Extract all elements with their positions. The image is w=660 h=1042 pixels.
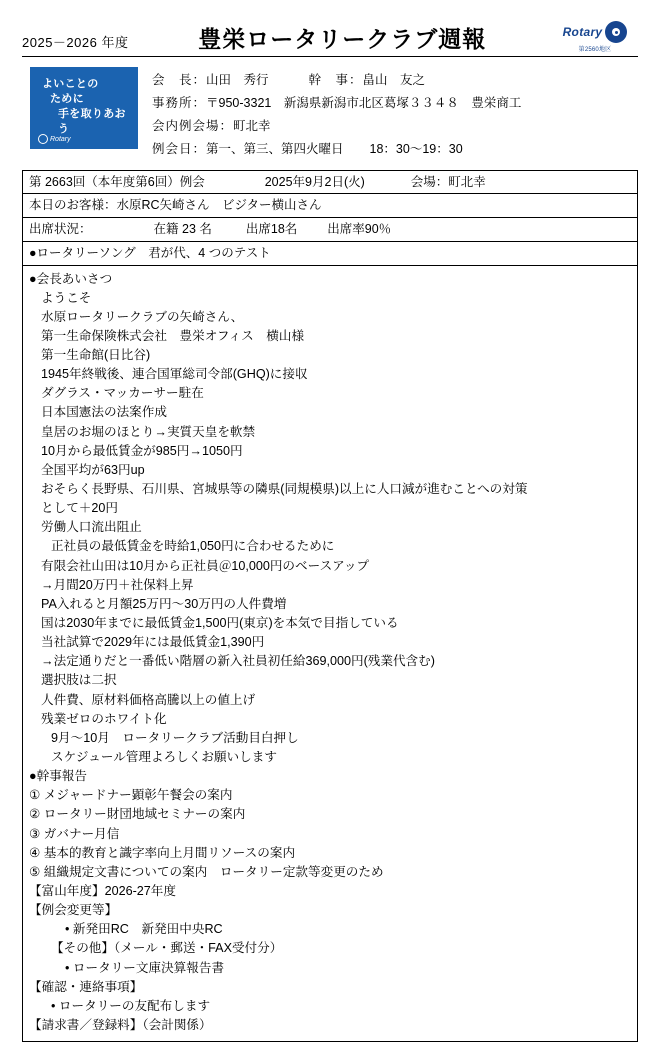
report-line: 当社試算で2029年には最低賃金1,390円 (29, 633, 631, 652)
president-label: 会 長： (152, 73, 206, 87)
report-line: ③ ガバナー月信 (29, 825, 631, 844)
report-line: ① メジャードナー顕彰午餐会の案内 (29, 786, 631, 805)
report-line: 【その他】（メール・郵送・FAX受付分） (29, 939, 631, 958)
meeting-time: 18：30～19：30 (370, 142, 463, 156)
song-text: ●ロータリーソング 君が代、4 つのテスト (29, 246, 271, 260)
president-name: 山田 秀行 (206, 73, 269, 87)
report-line: ●会長あいさつ (29, 270, 631, 289)
theme-cover-image (30, 67, 138, 149)
report-line: • 新発田RC 新発田中央RC (29, 920, 631, 939)
cover-line-2: ために (40, 92, 130, 107)
song-row (23, 242, 637, 266)
office-value: 〒950-3321 新潟県新潟市北区葛塚３３４８ 豊栄商工 (206, 96, 521, 110)
report-line: ④ 基本的教育と識字率向上月間リソースの案内 (29, 844, 631, 863)
report-line: ② ロータリー財団地域セミナーの案内 (29, 805, 631, 824)
venue-row (152, 115, 636, 138)
guests-text: 本日のお客様：水原RC矢崎さん ビジター横山さん (29, 198, 322, 212)
cover-line-3: 手を取りあおう (40, 107, 130, 137)
rotary-district-label: 第2560地区 (579, 44, 612, 53)
venue-label: 会内例会場： (152, 119, 233, 133)
meeting-day-row (152, 138, 636, 161)
office-row (152, 92, 636, 115)
office-label: 事務所： (152, 96, 206, 110)
report-line: PA入れると月額25万円～30万円の人件費増 (29, 595, 631, 614)
report-line: • ロータリーの友配布します (29, 997, 631, 1016)
attendance-row (23, 218, 637, 242)
officer-info (152, 67, 636, 162)
president-row (152, 69, 636, 92)
report-line: →法定通りだと一番低い階層の新入社員初任給369,000円(残業代含む) (29, 652, 631, 671)
report-body (23, 266, 637, 1042)
attendance-present: 出席18名 (246, 220, 297, 239)
report-line: 10月から最低賃金が985円→1050円 (29, 442, 631, 461)
report-line: 【確認・連絡事項】 (29, 978, 631, 997)
guests-row (23, 194, 637, 218)
rotary-logo (552, 21, 638, 54)
attendance-label: 出席状況： (29, 220, 92, 239)
cover-line-1: よいことの (40, 77, 130, 92)
report-line: 【例会変更等】 (29, 901, 631, 920)
report-line: →月間20万円＋社保料上昇 (29, 576, 631, 595)
fiscal-year-label: 2025－2026 年度 (22, 32, 128, 54)
cover-rotary-mark (38, 134, 71, 144)
secretary-name: 畠山 友之 (363, 73, 426, 87)
report-line: スケジュール管理よろしくお願いします (29, 748, 631, 767)
cover-mark-label: Rotary (50, 136, 71, 143)
rotary-wheel-icon (605, 21, 627, 43)
report-line: おそらく長野県、石川県、宮城県等の隣県(同規模県)以上に人口減が進むことへの対策 (29, 480, 631, 499)
report-line: 有限会社山田は10月から正社員＠10,000円のベースアップ (29, 557, 631, 576)
masthead (22, 57, 638, 170)
report-line: 国は2030年までに最低賃金1,500円(東京)を本気で目指している (29, 614, 631, 633)
report-line: 1945年終戦後、連合国軍総司令部(GHQ)に接収 (29, 365, 631, 384)
page-title: 豊栄ロータリークラブ週報 (128, 21, 552, 54)
report-line: 水原ロータリークラブの矢崎さん、 (29, 308, 631, 327)
meeting-place: 会場：町北幸 (411, 173, 486, 192)
meeting-label: 例会日： (152, 142, 206, 156)
report-line: 正社員の最低賃金を時給1,050円に合わせるために (29, 537, 631, 556)
report-line: ●幹事報告 (29, 767, 631, 786)
meeting-date: 2025年9月2日(火) (265, 173, 365, 192)
report-body-lines (29, 270, 631, 1036)
report-line: 労働人口流出阻止 (29, 518, 631, 537)
report-line: 第一生命館(日比谷) (29, 346, 631, 365)
secretary-label: 幹 事： (309, 73, 363, 87)
attendance-rate: 出席率90％ (327, 220, 391, 239)
report-line: 全国平均が63円up (29, 461, 631, 480)
report-line: 【請求書／登録料】（会計関係） (29, 1016, 631, 1035)
rotary-wordmark: Rotary (563, 25, 603, 39)
report-line: 【富山年度】2026-27年度 (29, 882, 631, 901)
report-line: 第一生命保険株式会社 豊栄オフィス 横山様 (29, 327, 631, 346)
report-line: 人件費、原材料価格高騰以上の値上げ (29, 691, 631, 710)
report-line: 日本国憲法の法案作成 (29, 403, 631, 422)
attendance-enrolled: 在籍 23 名 (154, 220, 212, 239)
document-header (22, 14, 638, 56)
report-line: ⑤ 組織規定文書についての案内 ロータリー定款等変更のため (29, 863, 631, 882)
report-line: 皇居のお堀のほとり→実質天皇を軟禁 (29, 423, 631, 442)
report-line: ようこそ (29, 289, 631, 308)
venue-value: 町北幸 (233, 119, 271, 133)
report-frame (22, 170, 638, 1042)
report-line: 選択肢は二択 (29, 671, 631, 690)
meeting-number: 第 2663回（本年度第6回）例会 (29, 173, 205, 192)
report-line: ダグラス・マッカーサー駐在 (29, 384, 631, 403)
report-line: として＋20円 (29, 499, 631, 518)
meeting-info-row (23, 171, 637, 195)
report-line: 残業ゼロのホワイト化 (29, 710, 631, 729)
report-line: • ロータリー文庫決算報告書 (29, 959, 631, 978)
report-line: 9月～10月 ロータリークラブ活動目白押し (29, 729, 631, 748)
cover-wheel-icon (38, 134, 48, 144)
meeting-value: 第一、第三、第四火曜日 (206, 142, 344, 156)
